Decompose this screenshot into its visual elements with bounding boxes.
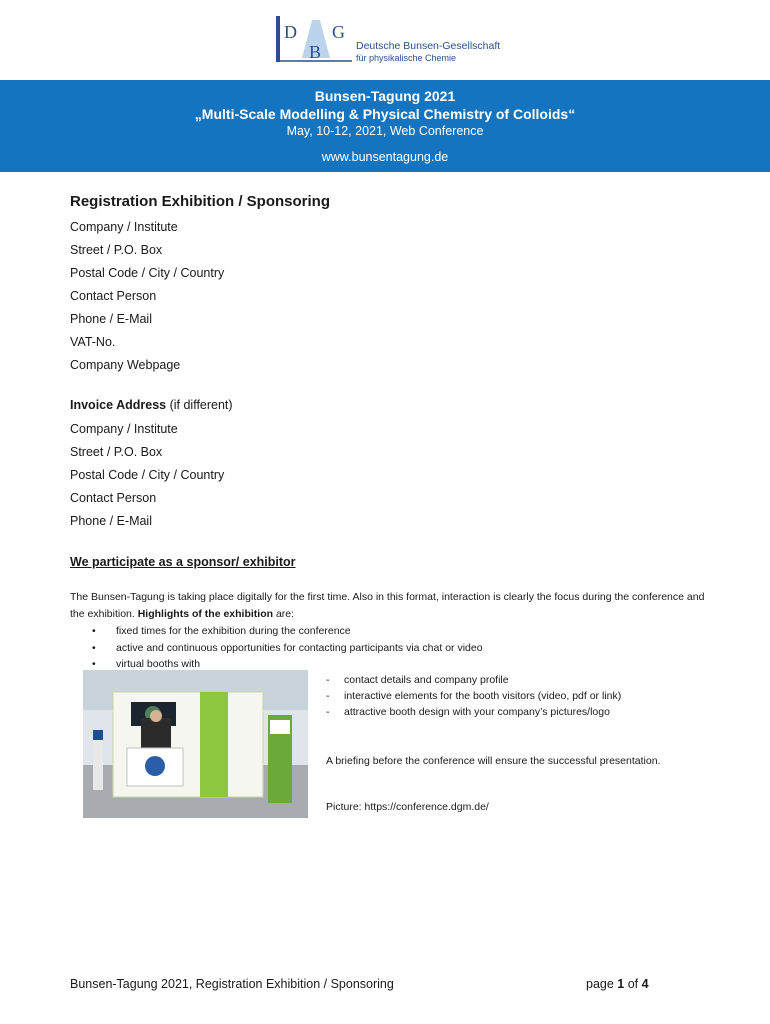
participate-heading: We participate as a sponsor/ exhibitor <box>70 555 296 569</box>
highlights-list <box>92 623 483 673</box>
list-item: - attractive booth design with your company’s pictures/logo <box>326 704 676 720</box>
logo-letter-b: B <box>309 42 322 62</box>
virtual-booth-image <box>83 670 308 818</box>
reg-field-company: Company / Institute <box>70 220 178 234</box>
page-prefix: page <box>586 977 618 991</box>
invoice-heading <box>70 398 233 412</box>
logo-letter-g: G <box>332 22 345 42</box>
page-mid: of <box>624 977 642 991</box>
reg-field-webpage: Company Webpage <box>70 358 181 372</box>
banner-date: May, 10-12, 2021, Web Conference <box>286 124 484 138</box>
logo-text <box>356 40 500 64</box>
picture-source: Picture: https://conference.dgm.de/ <box>326 801 489 813</box>
inv-field-phone: Phone / E-Mail <box>70 514 152 528</box>
list-item: • virtual booths with <box>92 656 483 673</box>
registration-heading: Registration Exhibition / Sponsoring <box>70 193 331 210</box>
participate-intro <box>70 589 720 623</box>
reg-field-street: Street / P.O. Box <box>70 243 163 257</box>
intro-text: The Bunsen-Tagung is taking place digitally for the first time. Also in this format, interaction is clearly the focus during the conference and the exhibition. <box>70 591 705 620</box>
logo-line-2: für physikalische Chemie <box>356 53 457 63</box>
logo-line-1: Deutsche Bunsen-Gesellschaft <box>356 40 501 52</box>
list-item: • fixed times for the exhibition during the conference <box>92 623 483 640</box>
conference-banner <box>0 80 770 172</box>
logo-letter-d: D <box>284 22 297 42</box>
footer-title: Bunsen-Tagung 2021, Registration Exhibition / Sponsoring <box>70 977 394 991</box>
list-item: - interactive elements for the booth visitors (video, pdf or link) <box>326 688 676 704</box>
list-item: • active and continuous opportunities for contacting participants via chat or video <box>92 640 483 657</box>
list-item: - contact details and company profile <box>326 672 676 688</box>
banner-title: Bunsen-Tagung 2021 <box>314 88 456 104</box>
intro-end: are: <box>273 608 295 620</box>
page-current: 1 <box>617 977 625 991</box>
intro-bold: Highlights of the exhibition <box>137 608 274 620</box>
briefing-text: A briefing before the conference will ensure the successful presentation. <box>326 755 661 767</box>
banner-url[interactable]: www.bunsentagung.de <box>321 150 449 164</box>
banner-subtitle: „Multi-Scale Modelling & Physical Chemistry of Colloids“ <box>194 106 576 122</box>
reg-field-postal: Postal Code / City / Country <box>70 266 225 280</box>
inv-field-company: Company / Institute <box>70 422 178 436</box>
inv-field-contact: Contact Person <box>70 491 157 505</box>
page-total: 4 <box>641 977 649 991</box>
page-number <box>586 977 649 991</box>
dbg-logo-mark <box>276 14 356 64</box>
reg-field-vat: VAT-No. <box>70 335 116 349</box>
invoice-heading-bold: Invoice Address <box>70 398 167 412</box>
booth-features-list <box>326 672 676 720</box>
dbg-logo <box>276 14 506 64</box>
invoice-heading-rest: (if different) <box>166 398 233 412</box>
inv-field-postal: Postal Code / City / Country <box>70 468 225 482</box>
inv-field-street: Street / P.O. Box <box>70 445 163 459</box>
reg-field-contact: Contact Person <box>70 289 157 303</box>
reg-field-phone: Phone / E-Mail <box>70 312 152 326</box>
